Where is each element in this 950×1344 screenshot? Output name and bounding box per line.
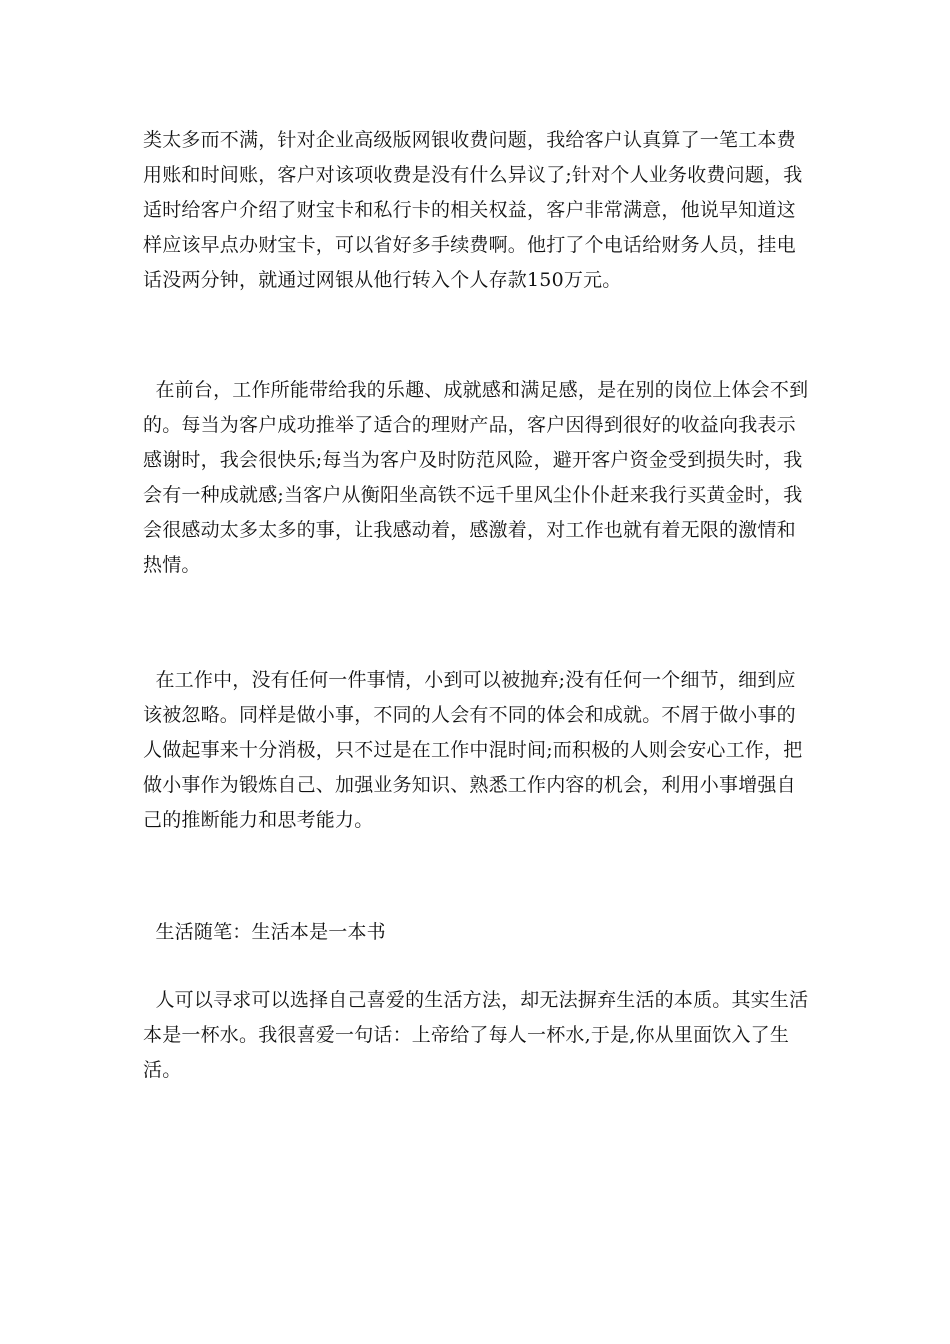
paragraph-1-line-1: 类太多而不满，针对企业高级版网银收费问题，我给客户认真算了一笔工本费 [143, 129, 796, 151]
paragraph-3-line-5: 己的推断能力和思考能力。 [143, 809, 374, 831]
paragraph-1-line-2: 用账和时间账，客户对该项收费是没有什么异议了;针对个人业务收费问题，我 [143, 164, 803, 186]
paragraph-2-line-5: 会很感动太多太多的事，让我感动着，感激着，对工作也就有着无限的激情和 [143, 519, 796, 541]
paragraph-4-line-2: 本是一杯水。我很喜爱一句话：上帝给了每人一杯水,于是,你从里面饮入了生 [143, 1024, 790, 1046]
paragraph-3-line-2: 该被忽略。同样是做小事，不同的人会有不同的体会和成就。不屑于做小事的 [143, 704, 796, 726]
section-heading: 生活随笔：生活本是一本书 [143, 921, 386, 943]
paragraph-2-line-2: 的。每当为客户成功推举了适合的理财产品，客户因得到很好的收益向我表示 [143, 414, 796, 436]
paragraph-2-line-4: 会有一种成就感;当客户从衡阳坐高铁不远千里风尘仆仆赶来我行买黄金时，我 [143, 484, 803, 506]
paragraph-3-line-4: 做小事作为锻炼自己、加强业务知识、熟悉工作内容的机会，利用小事增强自 [143, 774, 796, 796]
paragraph-4-line-1: 人可以寻求可以选择自己喜爱的生活方法，却无法摒弃生活的本质。其实生活 [143, 989, 809, 1011]
paragraph-2-line-1: 在前台，工作所能带给我的乐趣、成就感和满足感，是在别的岗位上体会不到 [143, 379, 809, 401]
paragraph-3-line-1: 在工作中，没有任何一件事情，小到可以被抛弃;没有任何一个细节，细到应 [143, 669, 796, 691]
paragraph-1-line-4: 样应该早点办财宝卡，可以省好多手续费啊。他打了个电话给财务人员，挂电 [143, 234, 796, 256]
paragraph-3-line-3: 人做起事来十分消极，只不过是在工作中混时间;而积极的人则会安心工作，把 [143, 739, 803, 761]
paragraph-1-line-3: 适时给客户介绍了财宝卡和私行卡的相关权益，客户非常满意，他说早知道这 [143, 199, 796, 221]
paragraph-2-line-6: 热情。 [143, 554, 201, 576]
paragraph-1-line-5: 话没两分钟，就通过网银从他行转入个人存款150万元。 [143, 269, 622, 291]
paragraph-2-line-3: 感谢时，我会很快乐;每当为客户及时防范风险，避开客户资金受到损失时，我 [143, 449, 803, 471]
paragraph-4-line-3: 活。 [143, 1059, 182, 1081]
